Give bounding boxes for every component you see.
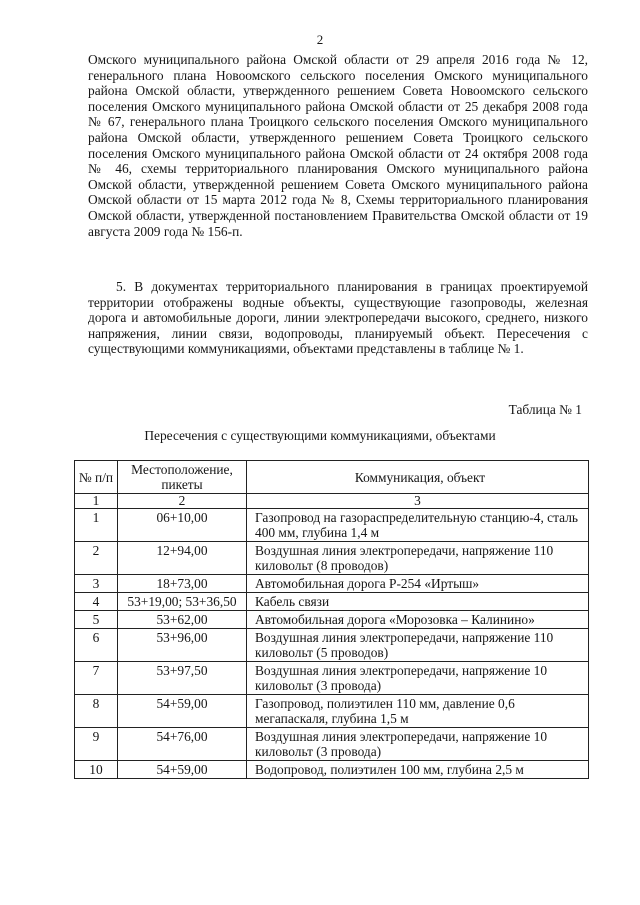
table-title: Пересечения с существующими коммуникациями, объектами [144, 428, 496, 443]
table-row [75, 542, 589, 575]
row-number: 5 [75, 611, 118, 629]
intersections-table [74, 460, 589, 779]
column-numbers-row [75, 494, 589, 509]
table-row [75, 575, 589, 593]
row-location: 53+97,50 [118, 662, 247, 695]
row-number: 6 [75, 629, 118, 662]
row-number: 8 [75, 695, 118, 728]
column-number: 3 [247, 494, 589, 509]
table-row [75, 509, 589, 542]
row-location: 12+94,00 [118, 542, 247, 575]
row-location: 18+73,00 [118, 575, 247, 593]
paragraph-1: Омского муниципального района Омской области от 29 апреля 2016 года № 12, генерального плана Новоомского сельского поселения Омского муниципального района Омской области, утвержденного решением Совета Новоомского сельского поселения Омского муниципального района Омской области от 25 декабря 2008 года № 67, генерального плана Троицкого сельского поселения Омского муниципального района Омской области, утвержденного решением Совета Троицкого сельского поселения Омского муниципального района Омской области от 24 октября 2008 года № 46, схемы территориального планирования Омского муниципального района Омской области, утвержденной решением Совета Омского муниципального района Омской области от 15 марта 2012 года № 8, Схемы территориального планирования Омской области, утвержденной постановлением Правительства Омской области от 19 августа 2009 года № 156-п. [88, 52, 588, 239]
row-number: 9 [75, 728, 118, 761]
table-row [75, 662, 589, 695]
page-number: 2 [316, 32, 324, 47]
row-number: 10 [75, 761, 118, 779]
row-location: 54+76,00 [118, 728, 247, 761]
row-number: 3 [75, 575, 118, 593]
header-number: № п/п [75, 461, 118, 494]
row-object: Воздушная линия электропередачи, напряжение 10 киловольт (3 провода) [247, 728, 589, 761]
header-location: Местоположение, пикеты [118, 461, 247, 494]
row-location: 06+10,00 [118, 509, 247, 542]
row-location: 53+96,00 [118, 629, 247, 662]
table-row [75, 761, 589, 779]
row-number: 1 [75, 509, 118, 542]
row-object: Автомобильная дорога Р-254 «Иртыш» [247, 575, 589, 593]
table-row [75, 611, 589, 629]
row-location: 54+59,00 [118, 761, 247, 779]
column-number: 1 [75, 494, 118, 509]
row-object: Кабель связи [247, 593, 589, 611]
row-number: 7 [75, 662, 118, 695]
row-object: Воздушная линия электропередачи, напряжение 110 киловольт (5 проводов) [247, 629, 589, 662]
table-label: Таблица № 1 [508, 402, 582, 417]
row-object: Газопровод, полиэтилен 110 мм, давление 0,6 мегапаскаля, глубина 1,5 м [247, 695, 589, 728]
row-object: Воздушная линия электропередачи, напряжение 10 киловольт (3 провода) [247, 662, 589, 695]
row-location: 54+59,00 [118, 695, 247, 728]
row-object: Автомобильная дорога «Морозовка – Калинино» [247, 611, 589, 629]
row-location: 53+62,00 [118, 611, 247, 629]
table-row [75, 695, 589, 728]
row-number: 2 [75, 542, 118, 575]
table-row [75, 593, 589, 611]
table-header-row [75, 461, 589, 494]
column-number: 2 [118, 494, 247, 509]
row-object: Воздушная линия электропередачи, напряжение 110 киловольт (8 проводов) [247, 542, 589, 575]
paragraph-2: 5. В документах территориального планирования в границах проектируемой территории отображены водные объекты, существующие газопроводы, железная дорога и автомобильные дороги, линии электропередачи высокого, среднего, низкого напряжения, линии связи, водопроводы, планируемый объект. Пересечения с существующими коммуникациями, объектами представлены в таблице № 1. [88, 279, 588, 357]
table-row [75, 629, 589, 662]
row-object: Газопровод на газораспределительную станцию-4, сталь 400 мм, глубина 1,4 м [247, 509, 589, 542]
row-location: 53+19,00; 53+36,50 [118, 593, 247, 611]
table-row [75, 728, 589, 761]
row-number: 4 [75, 593, 118, 611]
row-object: Водопровод, полиэтилен 100 мм, глубина 2,5 м [247, 761, 589, 779]
header-object: Коммуникация, объект [247, 461, 589, 494]
